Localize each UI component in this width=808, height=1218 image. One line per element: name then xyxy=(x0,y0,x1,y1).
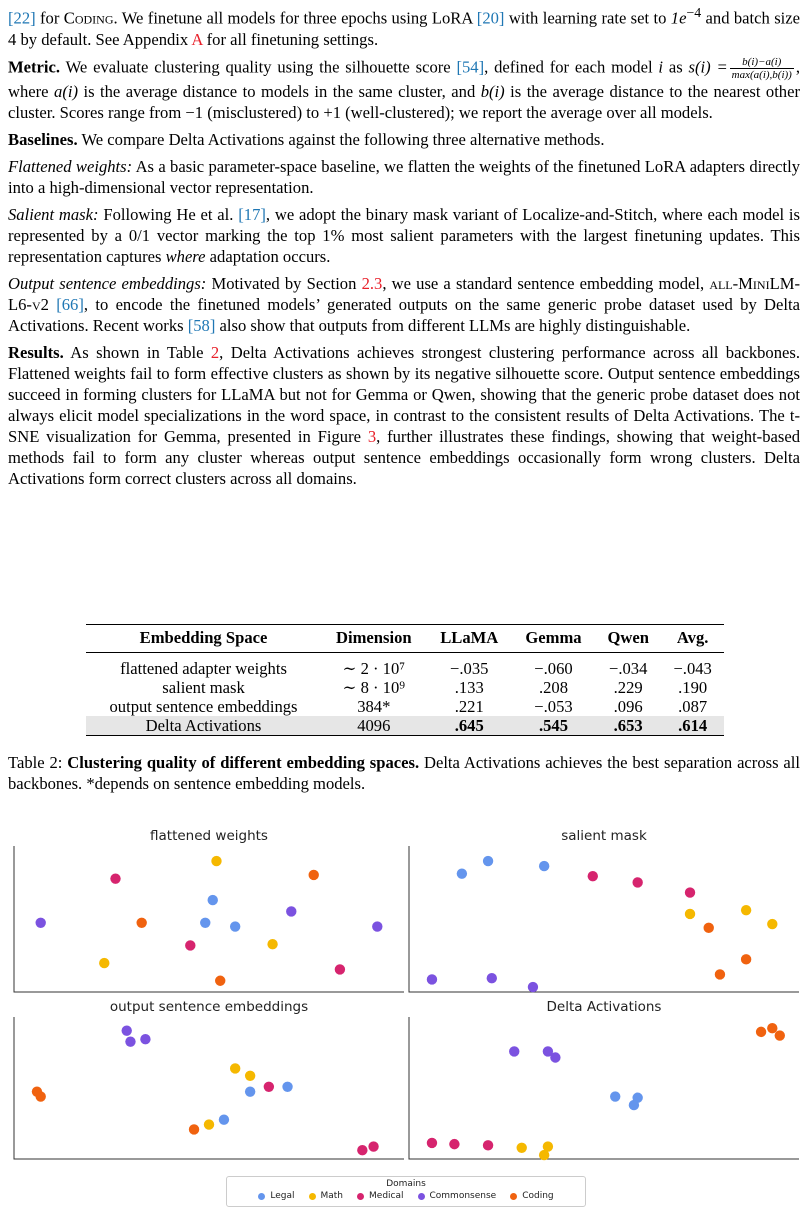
paragraph-lead: Flattened weights: xyxy=(8,156,133,176)
panel-title: output sentence embeddings xyxy=(109,999,309,1015)
body-text xyxy=(8,2,800,495)
scatter-point-math xyxy=(99,958,109,968)
legend-label: Legal xyxy=(270,1191,295,1201)
results-table xyxy=(86,624,724,736)
table-header-row xyxy=(86,625,724,653)
scatter-panel xyxy=(14,999,404,1159)
scatter-point-math xyxy=(767,919,777,929)
text-run: for all finetuning settings. xyxy=(202,29,379,49)
table-header: Qwen xyxy=(595,625,661,653)
table-header: Dimension xyxy=(321,625,427,653)
text-run: as xyxy=(663,56,689,76)
text-run: , to encode the finetuned models’ generated outputs on the same generic probe dataset used by Delta Activations. Recent works xyxy=(8,294,800,335)
scatter-point-commonsense xyxy=(509,1046,519,1056)
paragraph-flattened-weights xyxy=(8,156,800,198)
text-run: with learning rate set to xyxy=(504,8,671,28)
scatter-point-commonsense xyxy=(528,982,538,992)
text-run: and batch size 4 by default. See Appendix xyxy=(8,8,800,49)
table-cell: ∼ 8 · 10⁹ xyxy=(342,678,406,697)
panel-axes xyxy=(409,1017,799,1159)
scatter-point-medical xyxy=(357,1145,367,1155)
section-link[interactable]: 2.3 xyxy=(361,273,383,293)
scatter-point-math xyxy=(230,1063,240,1073)
scatter-point-commonsense xyxy=(286,906,296,916)
math-var: i xyxy=(658,56,664,76)
text-run: is the average distance to models in the same cluster, and xyxy=(77,81,481,101)
paragraph-lead: Results. xyxy=(8,342,64,362)
scatter-point-coding xyxy=(767,1023,777,1033)
paragraph-lead: Salient mask: xyxy=(8,204,99,224)
legend-title: Domains xyxy=(386,1179,426,1189)
table-cell: 4096 xyxy=(321,716,427,736)
caption-bold: Clustering quality of different embedding spaces. xyxy=(67,753,420,772)
scatter-point-coding xyxy=(715,969,725,979)
legend-marker xyxy=(510,1193,517,1200)
table-header: Gemma xyxy=(512,625,595,653)
tsne-plots xyxy=(0,822,808,1213)
scatter-point-medical xyxy=(427,1138,437,1148)
scatter-point-medical xyxy=(185,940,195,950)
panel-axes xyxy=(409,846,799,992)
scatter-point-legal xyxy=(208,895,218,905)
legend-label: Commonsense xyxy=(429,1191,497,1201)
table-cell: output sentence embeddings xyxy=(109,697,298,716)
table-link[interactable]: 2 xyxy=(210,342,220,362)
scatter-point-medical xyxy=(368,1141,378,1151)
text-run: , where xyxy=(8,56,800,101)
table-cell: .645 xyxy=(427,716,512,736)
text-run: Coding xyxy=(63,8,114,28)
text-run: . We finetune all models for three epochs using LoRA xyxy=(113,8,477,28)
paragraph-results xyxy=(8,342,800,489)
table-cell: −.043 xyxy=(673,659,712,678)
scatter-point-legal xyxy=(200,918,210,928)
text-run: also show that outputs from different LLMs are highly distinguishable. xyxy=(215,315,691,335)
paragraph-salient-mask xyxy=(8,204,800,267)
text-run: , we use a standard sentence embedding model, xyxy=(382,273,710,293)
scatter-point-commonsense xyxy=(122,1025,132,1035)
scatter-panel xyxy=(14,828,404,992)
scatter-point-legal xyxy=(539,861,549,871)
table-cell: Delta Activations xyxy=(86,716,321,736)
paragraph-lead: Metric. xyxy=(8,56,61,76)
caption-label: Table 2: xyxy=(8,753,68,772)
scatter-point-medical xyxy=(632,877,642,887)
paragraph-lead: Output sentence embeddings: xyxy=(8,273,207,293)
scatter-point-medical xyxy=(685,887,695,897)
scatter-point-math xyxy=(267,939,277,949)
scatter-point-medical xyxy=(449,1139,459,1149)
silhouette-fraction xyxy=(730,56,794,81)
legend-marker xyxy=(357,1193,364,1200)
table-cell: 384* xyxy=(357,697,391,716)
scatter-point-math xyxy=(204,1119,214,1129)
scatter-point-medical xyxy=(264,1082,274,1092)
scatter-point-coding xyxy=(189,1124,199,1134)
results-table-container xyxy=(86,624,724,736)
scatter-point-coding xyxy=(775,1030,785,1040)
text-run: adaptation occurs. xyxy=(205,246,331,266)
scatter-point-commonsense xyxy=(427,974,437,984)
table-cell: .208 xyxy=(538,678,568,697)
scatter-point-medical xyxy=(483,1140,493,1150)
citation-link[interactable]: [20] xyxy=(476,8,505,28)
scatter-point-coding xyxy=(36,1091,46,1101)
scatter-point-math xyxy=(211,856,221,866)
paragraph-baselines xyxy=(8,129,800,150)
text-run: We evaluate clustering quality using the silhouette score xyxy=(60,56,457,76)
table-cell: .133 xyxy=(454,678,484,697)
citation-link[interactable]: [17] xyxy=(238,204,266,224)
table-cell: .190 xyxy=(678,678,708,697)
legend-marker xyxy=(418,1193,425,1200)
scatter-point-legal xyxy=(282,1082,292,1092)
table-cell: .545 xyxy=(512,716,595,736)
scatter-point-commonsense xyxy=(372,921,382,931)
table-cell: .229 xyxy=(613,678,643,697)
table-cell: −.053 xyxy=(534,697,573,716)
scatter-point-coding xyxy=(309,870,319,880)
legend-label: Medical xyxy=(369,1191,404,1201)
paragraph-metric xyxy=(8,56,800,123)
text-run: Following He et al. xyxy=(98,204,239,224)
fraction-numerator: b(i)−a(i) xyxy=(730,56,794,69)
math-var: b(i) xyxy=(480,81,505,101)
citation-link[interactable]: [54] xyxy=(456,56,485,76)
table-cell: .653 xyxy=(595,716,661,736)
scatter-point-math xyxy=(539,1150,549,1160)
table-cell: .614 xyxy=(661,716,724,736)
domains-legend xyxy=(226,1176,586,1207)
scatter-point-commonsense xyxy=(487,973,497,983)
legend-items xyxy=(227,1191,585,1201)
panel-axes xyxy=(14,1017,404,1159)
table-row xyxy=(86,678,724,697)
scatter-point-coding xyxy=(215,976,225,986)
tsne-figure xyxy=(0,822,808,1213)
text-run: is the average distance to the nearest other cluster. Scores range from −1 (misclustered) to +1 (well-clustered); we report the average over all models. xyxy=(8,81,801,122)
appendix-link[interactable]: A xyxy=(191,29,203,49)
panel-title: Delta Activations xyxy=(546,999,662,1015)
text-run: , we adopt the binary mask variant of Localize-and-Stitch, where each model is represented by a 0/1 vector marking the top 1% most salient parameters with the largest finetuning updates. This representation captures xyxy=(8,204,800,266)
model-name: all-MiniLM-L6-v2 xyxy=(8,273,800,314)
citation-link[interactable]: [22] xyxy=(8,8,36,28)
legend-label: Math xyxy=(320,1191,344,1201)
figure-link[interactable]: 3 xyxy=(367,426,377,446)
scatter-point-legal xyxy=(629,1100,639,1110)
table-cell: −.034 xyxy=(608,659,648,678)
scatter-point-coding xyxy=(136,918,146,928)
text-run: , Delta Activations achieves strongest clustering performance across all backbones. Flattened weights fail to form effective clusters as shown by its negative silhouette score. Output sentence embeddings succeed in forming clusters for LLaMA but not for Gemma or Qwen, showing that the generic probe dataset does not always elicit model specializations in the word space, in contrast to the consistent results of Delta Activations. The t-SNE visualization for Gemma, presented in Figure xyxy=(8,342,800,446)
legend-marker xyxy=(309,1193,316,1200)
scatter-point-medical xyxy=(335,964,345,974)
text-run: Motivated by Section xyxy=(206,273,362,293)
panel-axes xyxy=(14,846,404,992)
legend-item xyxy=(510,1191,553,1201)
paragraph-lead: Baselines. xyxy=(8,129,78,149)
scatter-point-coding xyxy=(756,1027,766,1037)
math-expr: s(i) = xyxy=(688,56,728,76)
scatter-point-commonsense xyxy=(550,1052,560,1062)
text-run: , further illustrates these findings, showing that weight-based methods fail to form any cluster whereas output sentence embeddings occasionally form wrong clusters. Delta Activations form correct clusters across all domains. xyxy=(8,426,800,488)
table-header: Embedding Space xyxy=(86,625,321,653)
table-row-highlighted xyxy=(86,716,724,736)
math-var: a(i) xyxy=(54,81,78,101)
table-row xyxy=(86,653,724,679)
fraction-denominator: max(a(i),b(i)) xyxy=(731,68,792,81)
text-run: As a basic parameter-space baseline, we flatten the weights of the finetuned LoRA adapters directly into a high-dimensional vector representation. xyxy=(8,156,800,197)
learning-rate-exponent: −4 xyxy=(686,5,702,20)
table-cell: .096 xyxy=(613,697,643,716)
scatter-point-commonsense xyxy=(36,918,46,928)
scatter-point-legal xyxy=(245,1086,255,1096)
scatter-panel xyxy=(409,999,799,1160)
legend-item xyxy=(418,1191,497,1201)
scatter-point-legal xyxy=(457,868,467,878)
table-cell: flattened adapter weights xyxy=(120,659,287,678)
legend-marker xyxy=(258,1193,265,1200)
table-cell: ∼ 2 · 10⁷ xyxy=(342,659,406,678)
table-caption xyxy=(8,752,800,794)
scatter-point-math xyxy=(245,1071,255,1081)
learning-rate: 1e xyxy=(670,8,687,28)
emphasis: where xyxy=(165,246,206,266)
scatter-point-legal xyxy=(219,1115,229,1125)
panel-title: salient mask xyxy=(561,828,647,844)
table-cell: .087 xyxy=(678,697,708,716)
scatter-point-math xyxy=(517,1143,527,1153)
citation-link[interactable]: [66] xyxy=(56,294,84,314)
text-run: We compare Delta Activations against the following three alternative methods. xyxy=(77,129,605,149)
text-run: for xyxy=(35,8,64,28)
table-row xyxy=(86,697,724,716)
scatter-point-medical xyxy=(588,871,598,881)
scatter-point-medical xyxy=(110,873,120,883)
scatter-point-legal xyxy=(610,1091,620,1101)
scatter-point-legal xyxy=(230,921,240,931)
table-header: Avg. xyxy=(661,625,724,653)
scatter-point-coding xyxy=(741,954,751,964)
table-cell: .221 xyxy=(454,697,484,716)
scatter-point-math xyxy=(685,909,695,919)
scatter-point-legal xyxy=(483,856,493,866)
paragraph-finetuning xyxy=(8,2,800,50)
scatter-point-math xyxy=(741,905,751,915)
text-run: As shown in Table xyxy=(63,342,211,362)
table-cell: salient mask xyxy=(162,678,245,697)
legend-item xyxy=(357,1191,403,1201)
scatter-point-commonsense xyxy=(125,1036,135,1046)
legend-item xyxy=(258,1191,294,1201)
scatter-point-commonsense xyxy=(140,1034,150,1044)
legend-label: Coding xyxy=(522,1191,554,1201)
caption-text: Delta Activations achieves the best separation across all backbones. *depends on sentence embedding models. xyxy=(8,753,800,793)
text-run: , defined for each model xyxy=(484,56,659,76)
scatter-point-coding xyxy=(704,923,714,933)
scatter-panel xyxy=(409,828,799,992)
table-cell: −.060 xyxy=(534,659,573,678)
paragraph-output-embeddings xyxy=(8,273,800,336)
panel-title: flattened weights xyxy=(150,828,268,844)
table-cell: −.035 xyxy=(450,659,489,678)
table-header: LLaMA xyxy=(427,625,512,653)
citation-link[interactable]: [58] xyxy=(187,315,216,335)
legend-item xyxy=(309,1191,344,1201)
